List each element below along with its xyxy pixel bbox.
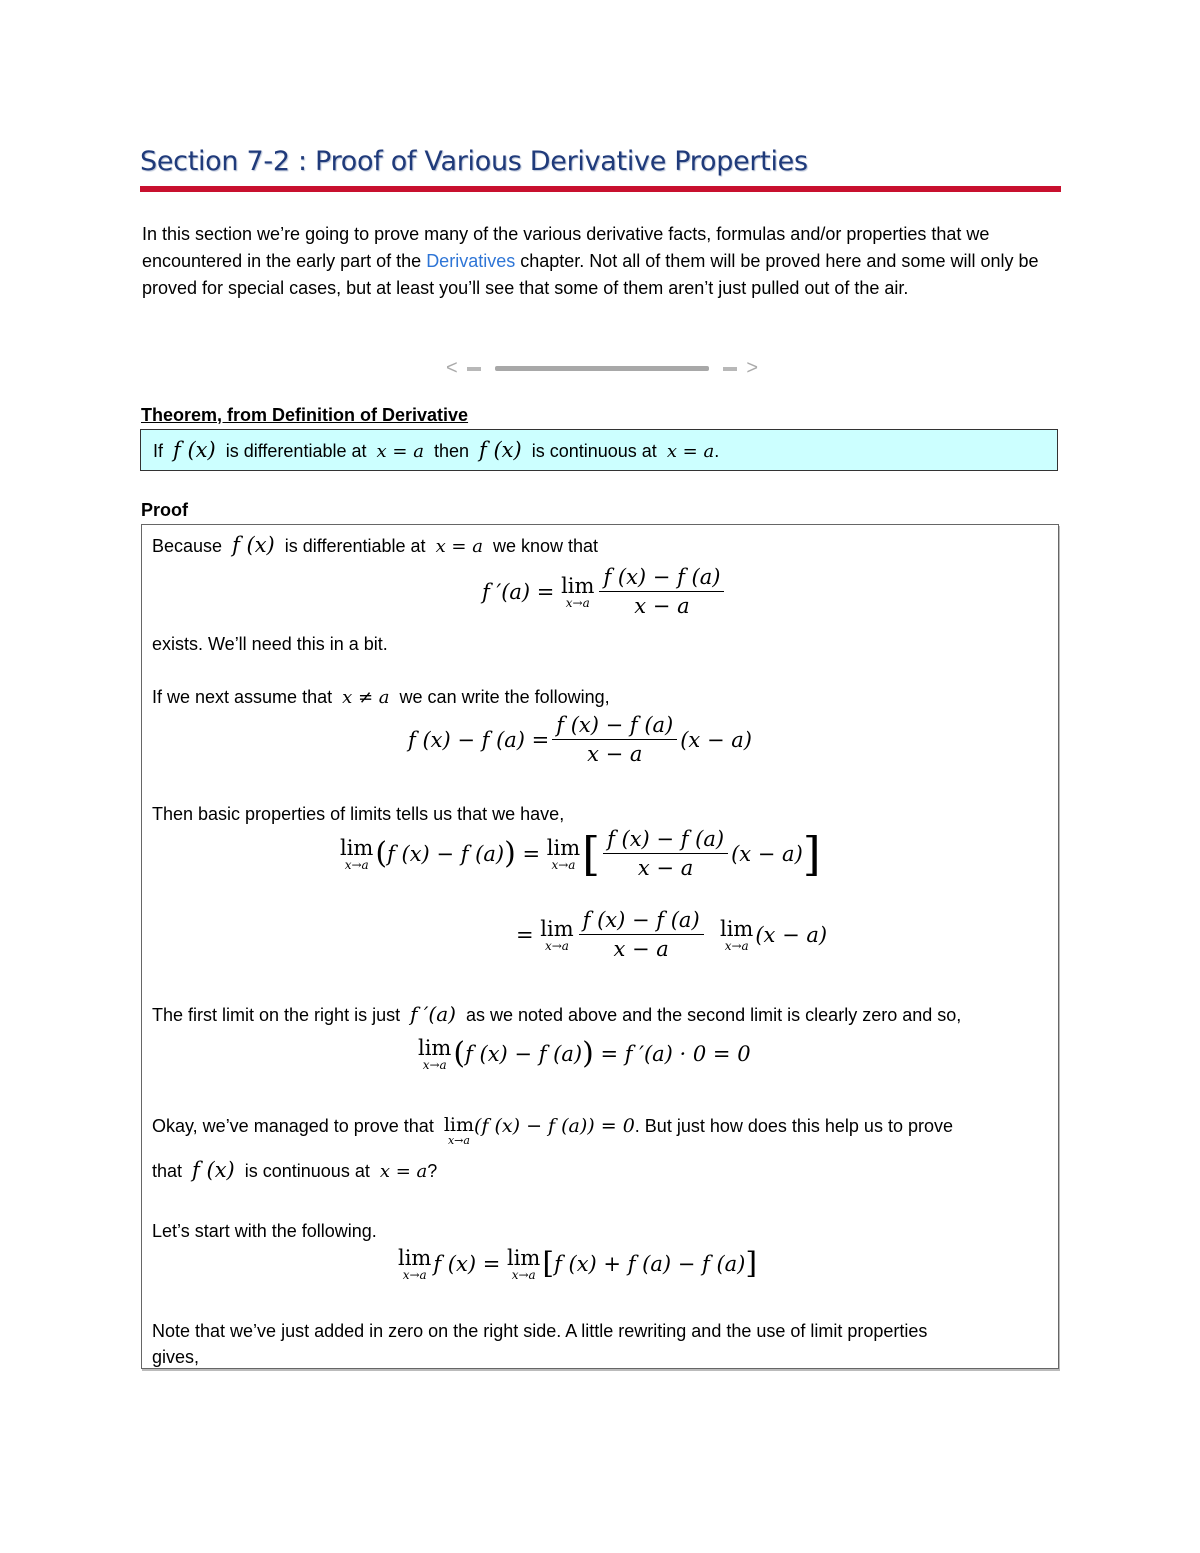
- lim-word: lim: [443, 1114, 475, 1136]
- lim-word: lim: [546, 835, 581, 860]
- page-title: Section 7-2 : Proof of Various Derivative Properties: [140, 146, 808, 177]
- math-xa: x = a: [379, 1161, 428, 1182]
- equals: =: [522, 841, 541, 866]
- theorem-period: .: [714, 441, 720, 461]
- question-mark: ?: [427, 1161, 438, 1181]
- expr: f (x) − f (a): [465, 1042, 583, 1066]
- fraction: [599, 565, 724, 618]
- limit-operator: [418, 1037, 451, 1071]
- math-fprime-a: f ′(a): [410, 1002, 456, 1026]
- nav-dash: [723, 367, 737, 371]
- text-we-can: we can write the following,: [399, 687, 610, 707]
- factor: (x − a): [680, 727, 752, 752]
- expr: f (x) − f (a): [387, 841, 505, 866]
- eq-limit-split: [340, 827, 821, 880]
- math-fx: f (x): [192, 1158, 235, 1182]
- inline-limit: [444, 1115, 474, 1146]
- theorem-heading: Theorem, from Definition of Derivative: [141, 405, 469, 425]
- eq-lhs: f (x) =: [433, 1252, 501, 1276]
- numerator: f (x) − f (a): [603, 827, 728, 854]
- text-exists: exists. We’ll need this in a bit.: [152, 634, 388, 654]
- lim-sub: x→a: [724, 938, 749, 953]
- lim-word: lim: [507, 1246, 541, 1270]
- bracket: [: [542, 1246, 555, 1281]
- math-fx: f (x): [479, 438, 522, 462]
- math-fx: f (x): [173, 438, 216, 462]
- lim-sub: x→a: [511, 1268, 536, 1282]
- eq-rewrite-difference: [408, 713, 752, 766]
- lim-word: lim: [561, 573, 595, 598]
- lim-sub: x→a: [565, 595, 590, 610]
- fraction: [603, 827, 728, 880]
- text-diff-at: is differentiable at: [284, 536, 426, 556]
- limit-operator: [340, 837, 373, 871]
- proof-heading: Proof: [141, 500, 188, 520]
- paren: ): [504, 835, 516, 871]
- math-xa: x = a: [435, 536, 483, 557]
- math-fx: f (x): [232, 533, 275, 557]
- limit-operator: [720, 918, 753, 952]
- limit-operator: [540, 918, 573, 952]
- text-but-just: . But just how does this help us to prove: [634, 1116, 953, 1136]
- text-lets-start: Let’s start with the following.: [152, 1221, 377, 1241]
- text-that: that: [152, 1161, 183, 1181]
- theorem-box: [140, 429, 1058, 471]
- expr: f (x) + f (a) − f (a): [554, 1252, 746, 1276]
- theorem-if: If: [153, 441, 164, 461]
- intro-paragraph: [142, 221, 1062, 302]
- nav-dash: [467, 367, 481, 371]
- text-cont-at: is continuous at: [244, 1161, 370, 1181]
- expr: f (x) − f (a): [481, 1115, 588, 1137]
- text-then-basic: Then basic properties of limits tells us that we have,: [152, 804, 565, 824]
- chevron-right-icon[interactable]: >: [746, 357, 758, 379]
- page-navigation: [446, 356, 758, 380]
- numerator: f (x) − f (a): [599, 565, 724, 592]
- lim-sub: x→a: [344, 857, 369, 872]
- eq-derivative-def: [482, 565, 727, 618]
- eq-limit-product: [516, 908, 827, 961]
- proof-line: [152, 1159, 437, 1183]
- intro-text-continued: chapter. Not all of them will be proved here and some will only be proved for special cases, but at least you’ll see that some of them aren’t just pulled out of the air.: [142, 251, 1039, 298]
- limit-operator: [507, 1247, 540, 1281]
- limit-operator: [398, 1247, 431, 1281]
- math-xa: x = a: [376, 441, 424, 462]
- theorem-cont: is continuous at: [531, 441, 657, 461]
- bracket: ]: [802, 826, 821, 881]
- denominator: x − a: [613, 937, 669, 961]
- text-because: Because: [152, 536, 223, 556]
- math-xa: x = a: [666, 441, 715, 462]
- proof-box: [141, 524, 1059, 1369]
- fraction: [552, 713, 677, 766]
- paren: ): [582, 1036, 594, 1071]
- result: = f ′(a) · 0 = 0: [600, 1042, 751, 1066]
- lim-word: lim: [418, 1036, 452, 1060]
- proof-line: [152, 534, 598, 558]
- numerator: f (x) − f (a): [552, 713, 677, 740]
- lim-sub: x→a: [551, 857, 576, 872]
- numerator: f (x) − f (a): [579, 908, 704, 935]
- theorem-then: then: [433, 441, 469, 461]
- intro-text: In this section we’re going to prove many of the various derivative facts, formulas and/or properties that we encountered in the early part of the: [142, 224, 990, 271]
- proof-line: [152, 1115, 953, 1146]
- lim-word: lim: [540, 916, 574, 941]
- title-divider: [140, 186, 1061, 192]
- theorem-diff: is differentiable at: [225, 441, 367, 461]
- theorem-statement: [153, 438, 719, 462]
- text-first-limit: The first limit on the right is just: [152, 1005, 401, 1025]
- bracket: ]: [745, 1246, 758, 1281]
- text-note: Note that we’ve just added in zero on the right side. A little rewriting and the use of limit properties: [152, 1321, 928, 1341]
- eq-lhs: f ′(a) =: [482, 579, 555, 604]
- lim-word: lim: [398, 1246, 432, 1270]
- limit-operator: [561, 575, 594, 609]
- bracket: [: [582, 826, 601, 881]
- lim-sub: x→a: [544, 938, 569, 953]
- nav-divider: [495, 366, 709, 371]
- chevron-left-icon[interactable]: <: [446, 357, 458, 379]
- proof-line: [152, 1003, 961, 1026]
- text-okay: Okay, we’ve managed to prove that: [152, 1116, 434, 1136]
- text-gives: gives,: [152, 1347, 200, 1367]
- factor: (x − a): [731, 841, 803, 866]
- eq-lhs: f (x) − f (a) =: [408, 727, 550, 752]
- limit-operator: [547, 837, 580, 871]
- text-first-limit-cont: as we noted above and the second limit is clearly zero and so,: [465, 1005, 962, 1025]
- text-we-know: we know that: [493, 536, 599, 556]
- paren: (: [453, 1036, 466, 1071]
- paren: (: [375, 835, 388, 871]
- denominator: x − a: [637, 856, 694, 880]
- equals: =: [516, 922, 534, 947]
- denominator: x − a: [634, 594, 690, 618]
- denominator: x − a: [587, 742, 643, 766]
- lim-word: lim: [720, 916, 754, 941]
- inline-expr: (f (x) − f (a)) = 0: [474, 1115, 635, 1137]
- eq-limit-zero: [418, 1037, 751, 1071]
- eq-add-zero: [398, 1247, 757, 1281]
- lim-sub: x→a: [447, 1134, 470, 1147]
- factor: (x − a): [755, 922, 828, 947]
- text-if-assume: If we next assume that: [152, 687, 333, 707]
- fraction: [579, 908, 704, 961]
- lim-sub: x→a: [402, 1268, 427, 1282]
- math-x-ne-a: x ≠ a: [342, 687, 390, 708]
- derivatives-link[interactable]: Derivatives: [426, 251, 516, 271]
- equals-zero: = 0: [600, 1115, 635, 1137]
- proof-line: [152, 686, 610, 709]
- lim-word: lim: [340, 835, 374, 860]
- lim-sub: x→a: [422, 1058, 447, 1072]
